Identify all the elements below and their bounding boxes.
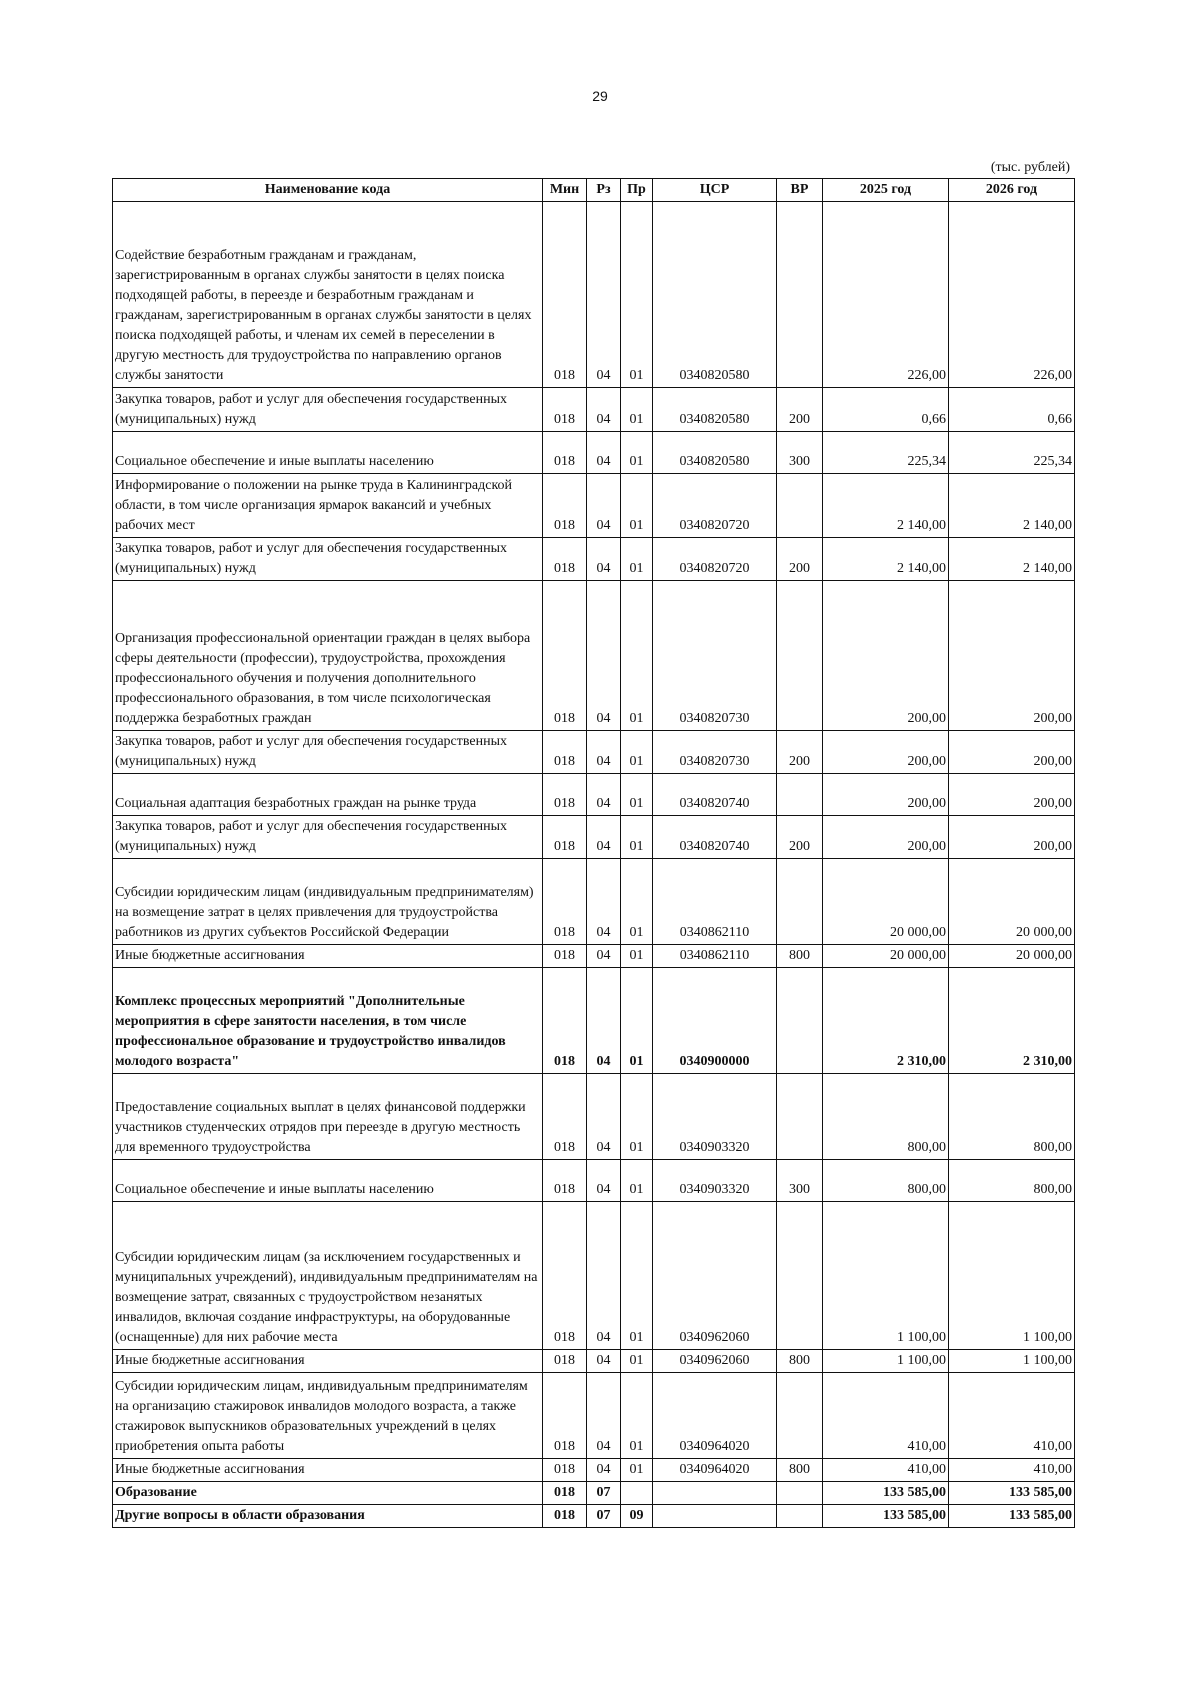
row-csr: 0340903320 bbox=[653, 1074, 777, 1160]
row-vr bbox=[777, 581, 823, 731]
row-pr: 01 bbox=[621, 202, 653, 388]
row-vr: 200 bbox=[777, 538, 823, 581]
row-name: Субсидии юридическим лицам (индивидуальным предпринимателям) на возмещение затрат в целях привлечения для трудоустройства работников из других субъектов Российской Федерации bbox=[113, 859, 543, 945]
row-min: 018 bbox=[543, 1074, 587, 1160]
page-number: 29 bbox=[592, 88, 608, 104]
row-name: Социальное обеспечение и иные выплаты населению bbox=[113, 432, 543, 474]
row-2025: 200,00 bbox=[823, 816, 949, 859]
table-row bbox=[113, 1074, 1075, 1160]
row-2025: 410,00 bbox=[823, 1459, 949, 1482]
row-min: 018 bbox=[543, 1160, 587, 1202]
row-2025: 200,00 bbox=[823, 581, 949, 731]
row-csr: 0340820730 bbox=[653, 581, 777, 731]
row-2026: 1 100,00 bbox=[949, 1350, 1075, 1373]
table-row bbox=[113, 474, 1075, 538]
row-2026: 200,00 bbox=[949, 731, 1075, 774]
header-rz: Рз bbox=[587, 179, 621, 202]
row-csr: 0340820580 bbox=[653, 388, 777, 432]
row-name: Иные бюджетные ассигнования bbox=[113, 1350, 543, 1373]
row-pr: 01 bbox=[621, 816, 653, 859]
row-2025: 200,00 bbox=[823, 731, 949, 774]
row-2026: 200,00 bbox=[949, 816, 1075, 859]
row-rz: 04 bbox=[587, 388, 621, 432]
row-min: 018 bbox=[543, 538, 587, 581]
row-min: 018 bbox=[543, 1459, 587, 1482]
row-2025: 2 140,00 bbox=[823, 538, 949, 581]
row-vr: 800 bbox=[777, 1350, 823, 1373]
row-2026: 20 000,00 bbox=[949, 859, 1075, 945]
header-2026: 2026 год bbox=[949, 179, 1075, 202]
row-name: Содействие безработным гражданам и гражданам, зарегистрированным в органах службы занятости в целях поиска подходящей работы, в переезде и безработным гражданам и гражданам, зарегистрированным в органах службы занятости в целях поиска подходящей работы, и членам их семей в переселении в другую местность для трудоустройства по направлению органов службы занятости bbox=[113, 202, 543, 388]
header-row bbox=[113, 179, 1075, 202]
row-2025: 1 100,00 bbox=[823, 1350, 949, 1373]
row-pr: 01 bbox=[621, 1350, 653, 1373]
row-rz: 04 bbox=[587, 581, 621, 731]
row-2026: 20 000,00 bbox=[949, 945, 1075, 968]
row-pr: 01 bbox=[621, 1373, 653, 1459]
table-row bbox=[113, 859, 1075, 945]
row-name: Иные бюджетные ассигнования bbox=[113, 945, 543, 968]
row-csr: 0340903320 bbox=[653, 1160, 777, 1202]
row-csr: 0340820720 bbox=[653, 474, 777, 538]
row-2025: 1 100,00 bbox=[823, 1202, 949, 1350]
row-csr: 0340820740 bbox=[653, 816, 777, 859]
header-2025: 2025 год bbox=[823, 179, 949, 202]
row-pr: 01 bbox=[621, 859, 653, 945]
row-min: 018 bbox=[543, 202, 587, 388]
row-2026: 410,00 bbox=[949, 1459, 1075, 1482]
row-name: Закупка товаров, работ и услуг для обеспечения государственных (муниципальных) нужд bbox=[113, 731, 543, 774]
header-csr: ЦСР bbox=[653, 179, 777, 202]
row-min: 018 bbox=[543, 1505, 587, 1528]
row-csr: 0340962060 bbox=[653, 1202, 777, 1350]
row-rz: 04 bbox=[587, 859, 621, 945]
row-vr: 800 bbox=[777, 1459, 823, 1482]
table-row bbox=[113, 1160, 1075, 1202]
row-vr: 800 bbox=[777, 945, 823, 968]
row-rz: 04 bbox=[587, 968, 621, 1074]
row-name: Иные бюджетные ассигнования bbox=[113, 1459, 543, 1482]
row-2026: 200,00 bbox=[949, 581, 1075, 731]
row-pr: 01 bbox=[621, 968, 653, 1074]
row-rz: 04 bbox=[587, 202, 621, 388]
row-rz: 04 bbox=[587, 432, 621, 474]
row-name: Предоставление социальных выплат в целях финансовой поддержки участников студенческих отрядов при переезде в другую местность для временного трудоустройства bbox=[113, 1074, 543, 1160]
row-2025: 2 140,00 bbox=[823, 474, 949, 538]
row-2025: 20 000,00 bbox=[823, 859, 949, 945]
row-rz: 04 bbox=[587, 816, 621, 859]
row-csr: 0340820730 bbox=[653, 731, 777, 774]
row-csr: 0340862110 bbox=[653, 859, 777, 945]
row-2026: 133 585,00 bbox=[949, 1505, 1075, 1528]
table-row bbox=[113, 1459, 1075, 1482]
row-min: 018 bbox=[543, 968, 587, 1074]
row-rz: 07 bbox=[587, 1505, 621, 1528]
row-name: Образование bbox=[113, 1482, 543, 1505]
row-min: 018 bbox=[543, 859, 587, 945]
row-pr: 01 bbox=[621, 388, 653, 432]
row-vr bbox=[777, 859, 823, 945]
header-vr: ВР bbox=[777, 179, 823, 202]
row-pr: 01 bbox=[621, 774, 653, 816]
row-2026: 225,34 bbox=[949, 432, 1075, 474]
row-2026: 800,00 bbox=[949, 1074, 1075, 1160]
row-vr bbox=[777, 474, 823, 538]
row-csr: 0340820720 bbox=[653, 538, 777, 581]
row-rz: 04 bbox=[587, 774, 621, 816]
table-row bbox=[113, 816, 1075, 859]
row-csr: 0340900000 bbox=[653, 968, 777, 1074]
row-rz: 04 bbox=[587, 538, 621, 581]
table-row bbox=[113, 202, 1075, 388]
row-min: 018 bbox=[543, 1482, 587, 1505]
row-name: Субсидии юридическим лицам, индивидуальным предпринимателям на организацию стажировок инвалидов молодого возраста, а также стажировок выпускников образовательных учреждений в целях приобретения опыта работы bbox=[113, 1373, 543, 1459]
row-vr: 200 bbox=[777, 731, 823, 774]
row-min: 018 bbox=[543, 432, 587, 474]
table-row bbox=[113, 432, 1075, 474]
row-vr bbox=[777, 1373, 823, 1459]
row-2026: 226,00 bbox=[949, 202, 1075, 388]
row-min: 018 bbox=[543, 816, 587, 859]
table-row bbox=[113, 1350, 1075, 1373]
row-2025: 225,34 bbox=[823, 432, 949, 474]
row-min: 018 bbox=[543, 1202, 587, 1350]
row-name: Информирование о положении на рынке труда в Калининградской области, в том числе организация ярмарок вакансий и учебных рабочих мест bbox=[113, 474, 543, 538]
row-rz: 04 bbox=[587, 731, 621, 774]
row-2026: 0,66 bbox=[949, 388, 1075, 432]
table-row bbox=[113, 1505, 1075, 1528]
row-2026: 2 140,00 bbox=[949, 474, 1075, 538]
row-2026: 2 310,00 bbox=[949, 968, 1075, 1074]
row-2025: 133 585,00 bbox=[823, 1482, 949, 1505]
row-csr: 0340820580 bbox=[653, 432, 777, 474]
row-vr bbox=[777, 1505, 823, 1528]
row-name: Закупка товаров, работ и услуг для обеспечения государственных (муниципальных) нужд bbox=[113, 816, 543, 859]
row-rz: 04 bbox=[587, 1350, 621, 1373]
row-csr bbox=[653, 1482, 777, 1505]
units-label: (тыс. рублей) bbox=[990, 160, 1070, 175]
row-name: Социальная адаптация безработных граждан на рынке труда bbox=[113, 774, 543, 816]
row-2025: 0,66 bbox=[823, 388, 949, 432]
row-vr bbox=[777, 1202, 823, 1350]
row-vr: 300 bbox=[777, 1160, 823, 1202]
row-vr bbox=[777, 774, 823, 816]
header-pr: Пр bbox=[621, 179, 653, 202]
row-vr: 200 bbox=[777, 388, 823, 432]
row-rz: 04 bbox=[587, 1074, 621, 1160]
row-pr: 01 bbox=[621, 581, 653, 731]
row-pr: 01 bbox=[621, 1202, 653, 1350]
row-2025: 200,00 bbox=[823, 774, 949, 816]
row-2026: 200,00 bbox=[949, 774, 1075, 816]
table-row bbox=[113, 538, 1075, 581]
row-2026: 800,00 bbox=[949, 1160, 1075, 1202]
row-vr: 200 bbox=[777, 816, 823, 859]
row-name: Закупка товаров, работ и услуг для обеспечения государственных (муниципальных) нужд bbox=[113, 388, 543, 432]
table-row bbox=[113, 774, 1075, 816]
row-2026: 410,00 bbox=[949, 1373, 1075, 1459]
row-rz: 04 bbox=[587, 474, 621, 538]
row-pr: 01 bbox=[621, 538, 653, 581]
row-2026: 2 140,00 bbox=[949, 538, 1075, 581]
row-rz: 07 bbox=[587, 1482, 621, 1505]
row-2025: 226,00 bbox=[823, 202, 949, 388]
table-row bbox=[113, 581, 1075, 731]
row-min: 018 bbox=[543, 1373, 587, 1459]
row-csr: 0340962060 bbox=[653, 1350, 777, 1373]
table-row bbox=[113, 1482, 1075, 1505]
row-csr: 0340862110 bbox=[653, 945, 777, 968]
table-row bbox=[113, 388, 1075, 432]
row-min: 018 bbox=[543, 1350, 587, 1373]
row-csr: 0340820580 bbox=[653, 202, 777, 388]
row-pr: 01 bbox=[621, 1074, 653, 1160]
row-min: 018 bbox=[543, 388, 587, 432]
row-rz: 04 bbox=[587, 945, 621, 968]
row-2026: 1 100,00 bbox=[949, 1202, 1075, 1350]
row-2026: 133 585,00 bbox=[949, 1482, 1075, 1505]
table-row bbox=[113, 1373, 1075, 1459]
row-min: 018 bbox=[543, 731, 587, 774]
row-2025: 800,00 bbox=[823, 1074, 949, 1160]
row-rz: 04 bbox=[587, 1202, 621, 1350]
row-2025: 410,00 bbox=[823, 1373, 949, 1459]
table-row bbox=[113, 945, 1075, 968]
row-vr: 300 bbox=[777, 432, 823, 474]
row-name: Другие вопросы в области образования bbox=[113, 1505, 543, 1528]
row-2025: 20 000,00 bbox=[823, 945, 949, 968]
header-min: Мин bbox=[543, 179, 587, 202]
row-vr bbox=[777, 1482, 823, 1505]
row-vr bbox=[777, 968, 823, 1074]
row-vr bbox=[777, 202, 823, 388]
header-name: Наименование кода bbox=[113, 179, 543, 202]
row-pr: 01 bbox=[621, 432, 653, 474]
row-pr: 01 bbox=[621, 474, 653, 538]
row-csr: 0340964020 bbox=[653, 1373, 777, 1459]
table-row bbox=[113, 1202, 1075, 1350]
row-min: 018 bbox=[543, 945, 587, 968]
row-rz: 04 bbox=[587, 1160, 621, 1202]
row-vr bbox=[777, 1074, 823, 1160]
row-name: Социальное обеспечение и иные выплаты населению bbox=[113, 1160, 543, 1202]
row-min: 018 bbox=[543, 774, 587, 816]
row-pr: 01 bbox=[621, 1160, 653, 1202]
row-pr: 09 bbox=[621, 1505, 653, 1528]
row-pr: 01 bbox=[621, 945, 653, 968]
row-pr: 01 bbox=[621, 1459, 653, 1482]
row-name: Закупка товаров, работ и услуг для обеспечения государственных (муниципальных) нужд bbox=[113, 538, 543, 581]
row-2025: 2 310,00 bbox=[823, 968, 949, 1074]
row-csr bbox=[653, 1505, 777, 1528]
row-csr: 0340964020 bbox=[653, 1459, 777, 1482]
row-rz: 04 bbox=[587, 1459, 621, 1482]
row-name: Субсидии юридическим лицам (за исключением государственных и муниципальных учреждений), индивидуальным предпринимателям на возмещение затрат, связанных с трудоустройством незанятых инвалидов, включая создание инфраструктуры, на оборудованные (оснащенные) для них рабочие места bbox=[113, 1202, 543, 1350]
row-rz: 04 bbox=[587, 1373, 621, 1459]
row-2025: 133 585,00 bbox=[823, 1505, 949, 1528]
table-row bbox=[113, 968, 1075, 1074]
row-name: Организация профессиональной ориентации граждан в целях выбора сферы деятельности (профессии), трудоустройства, прохождения профессионального обучения и получения дополнительного профессионального образования, в том числе психологическая поддержка безработных граждан bbox=[113, 581, 543, 731]
row-pr bbox=[621, 1482, 653, 1505]
table-row bbox=[113, 731, 1075, 774]
budget-table bbox=[112, 178, 1075, 1528]
row-csr: 0340820740 bbox=[653, 774, 777, 816]
row-2025: 800,00 bbox=[823, 1160, 949, 1202]
row-min: 018 bbox=[543, 474, 587, 538]
row-name: Комплекс процессных мероприятий "Дополнительные мероприятия в сфере занятости населения, в том числе профессиональное образование и трудоустройство инвалидов молодого возраста" bbox=[113, 968, 543, 1074]
row-pr: 01 bbox=[621, 731, 653, 774]
row-min: 018 bbox=[543, 581, 587, 731]
